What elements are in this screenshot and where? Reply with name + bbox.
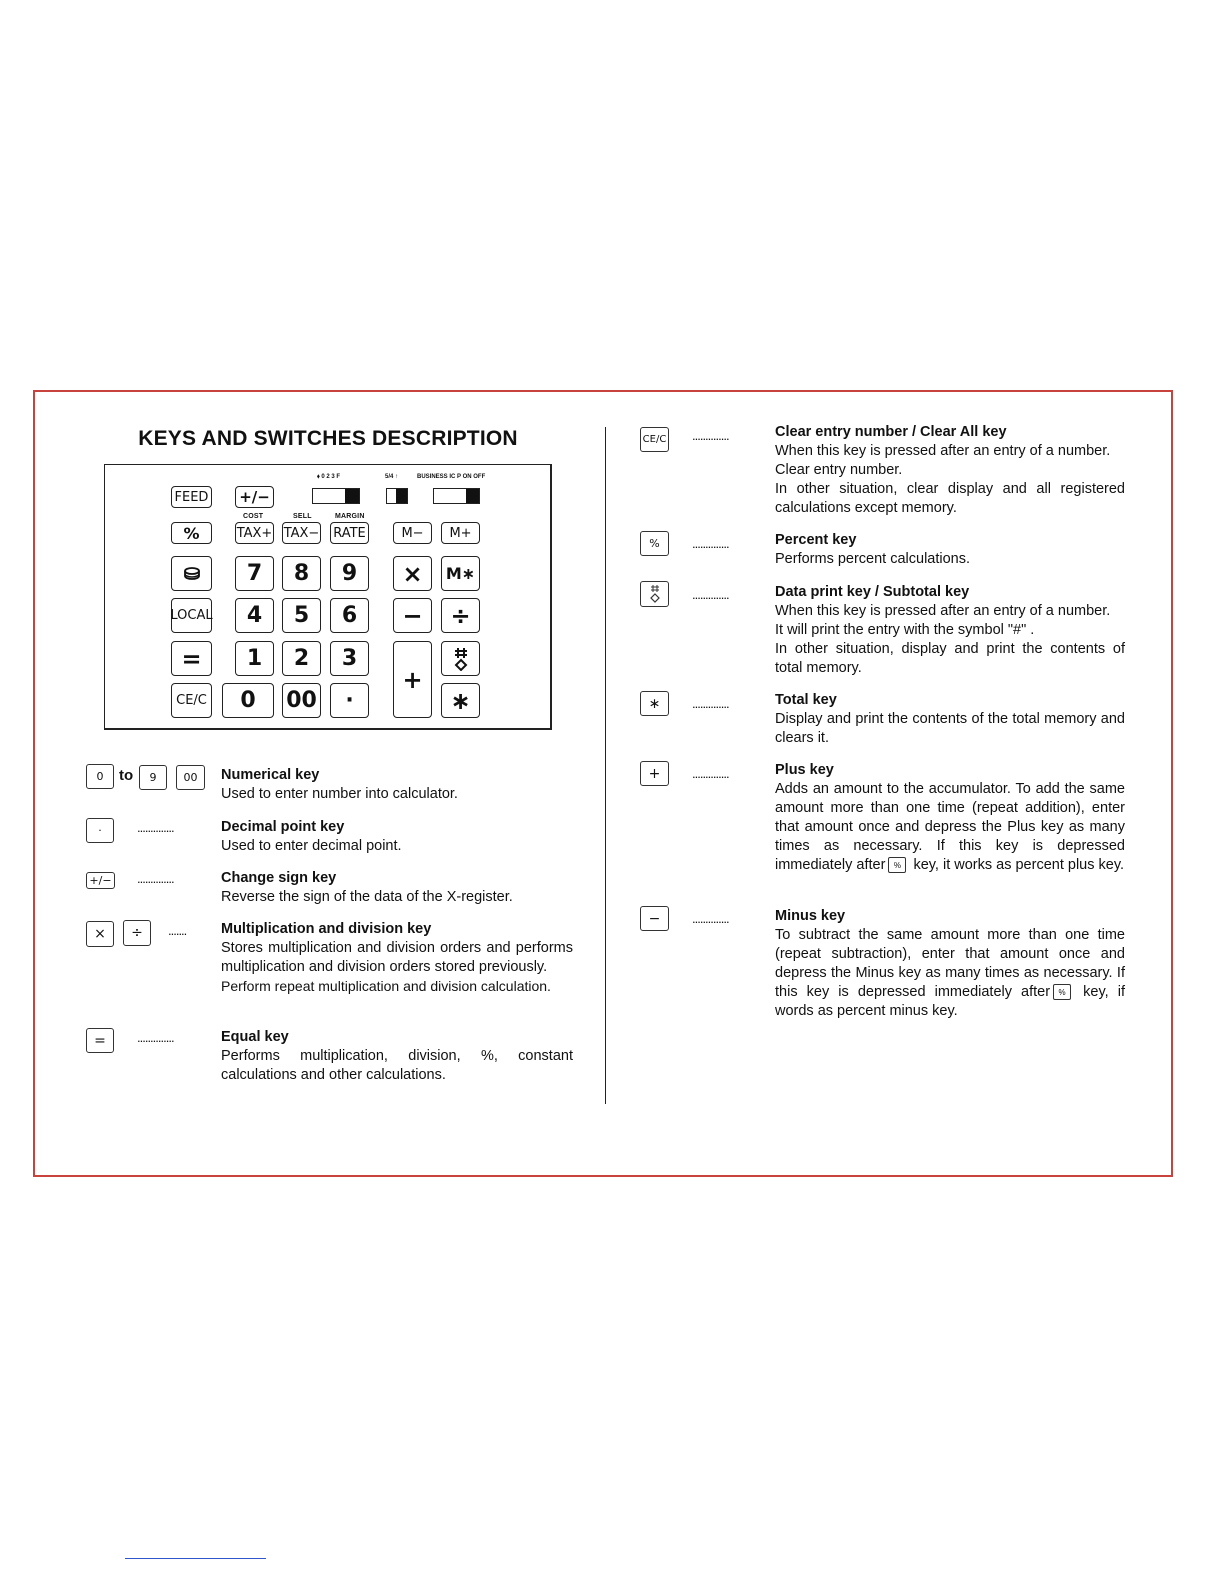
leader-dots: .............. <box>137 820 174 835</box>
plus-key-text-tail: key, it works as percent plus key. <box>913 857 1125 873</box>
key-icon-subtotal <box>640 581 669 607</box>
cost-label: COST <box>243 513 264 520</box>
leader-dots: .............. <box>692 536 729 551</box>
column-divider <box>605 427 606 1104</box>
leader-dots: .............. <box>692 428 729 443</box>
minus-key-title: Minus key <box>775 908 846 924</box>
muldiv-key-desc <box>221 920 573 996</box>
key-icon-total: ∗ <box>640 691 669 716</box>
key-icon-plus: + <box>640 761 669 786</box>
decimal-switch <box>312 488 360 504</box>
equal-key-text: Performs multiplication, division, %, constant calculations and other calculations. <box>221 1048 573 1083</box>
clear-key-text-2: Clear entry number. <box>775 462 903 478</box>
coin-key <box>171 556 212 591</box>
plus-key-desc <box>775 761 1125 875</box>
switch1-ticks: ⬧ 0 2 3 F <box>317 474 341 480</box>
key-icon-percent: % <box>640 531 669 556</box>
clear-key-title: Clear entry number / Clear All key <box>775 424 1007 440</box>
plus-key-text-main: Adds an amount to the accumulator. To add the same amount more than one time (repeat addition), enter that amount once and depress the Plus key as many times as necessary. If this key is depressed immediately after <box>775 781 1125 873</box>
leader-dots: .............. <box>137 1030 174 1045</box>
key-icon-divide: ÷ <box>123 920 151 946</box>
subtotal-key-desc <box>775 583 1125 678</box>
equal-key-title: Equal key <box>221 1029 289 1045</box>
sign-key: +/− <box>235 486 274 508</box>
page-title: KEYS AND SWITCHES DESCRIPTION <box>138 427 518 450</box>
key-4: 4 <box>235 598 274 633</box>
hash-diamond-icon <box>649 584 661 604</box>
key-1: 1 <box>235 641 274 676</box>
decimal-key-desc <box>221 818 573 856</box>
percent-key-text: Performs percent calculations. <box>775 551 971 567</box>
memory-minus-key: M− <box>393 522 432 544</box>
leader-dots: .............. <box>692 911 729 926</box>
leader-dots: .............. <box>692 696 729 711</box>
tax-plus-key: TAX+ <box>235 522 274 544</box>
minus-key-text <box>775 926 1125 1021</box>
mode-switch <box>433 488 480 504</box>
minus-key-desc <box>775 907 1125 1021</box>
muldiv-key-text-2: Perform repeat multiplication and division calculation. <box>221 978 551 994</box>
percent-key-title: Percent key <box>775 532 857 548</box>
key-icon-minus: − <box>640 906 669 931</box>
tax-minus-key: TAX− <box>282 522 321 544</box>
total-key-text: Display and print the contents of the total memory and clears it. <box>775 711 1125 746</box>
clear-key-text-3: In other situation, clear display and all registered calculations except memory. <box>775 481 1125 516</box>
muldiv-key-title: Multiplication and division key <box>221 921 432 937</box>
keyboard-diagram <box>104 464 552 730</box>
key-icon-00: 00 <box>176 765 205 790</box>
numerical-key-title: Numerical key <box>221 767 320 783</box>
rate-key: RATE <box>330 522 369 544</box>
local-key: LOCAL <box>171 598 212 633</box>
key-00: 00 <box>282 683 321 718</box>
plus-key: + <box>393 641 432 718</box>
inline-percent-key-icon: % <box>888 857 906 873</box>
plus-key-title: Plus key <box>775 762 834 778</box>
percent-key: % <box>171 522 212 544</box>
clear-key-text: When this key is pressed after an entry of a number. <box>775 443 1111 459</box>
subtotal-key-title: Data print key / Subtotal key <box>775 584 970 600</box>
percent-key-desc <box>775 531 1125 569</box>
leader-dots: ....... <box>168 923 187 938</box>
decimal-key-text: Used to enter decimal point. <box>221 838 402 854</box>
equal-key: = <box>171 641 212 676</box>
rounding-switch <box>386 488 408 504</box>
hash-diamond-icon <box>453 647 469 671</box>
coin-stack-icon <box>183 567 201 581</box>
sell-label: SELL <box>293 513 312 520</box>
subtotal-key-text-3: In other situation, display and print the contents of total memory. <box>775 641 1125 676</box>
key-icon-0: 0 <box>86 764 114 789</box>
key-icon-decimal: · <box>86 818 114 843</box>
minus-key: − <box>393 598 432 633</box>
key-icon-times: × <box>86 921 114 947</box>
divide-key: ÷ <box>441 598 480 633</box>
key-icon-equal: = <box>86 1028 114 1053</box>
key-icon-sign: +/− <box>86 872 115 889</box>
to-word: to <box>119 767 134 784</box>
muldiv-key-text: Stores multiplication and division orders and performs multiplication and division orders stored previously. <box>221 940 573 975</box>
key-2: 2 <box>282 641 321 676</box>
inline-percent-key-icon: % <box>1053 984 1071 1000</box>
leader-dots: .............. <box>692 587 729 602</box>
clear-key-desc <box>775 423 1125 518</box>
key-decimal: · <box>330 683 369 718</box>
total-key: ∗ <box>441 683 480 718</box>
footer-rule <box>125 1558 266 1559</box>
subtotal-key-text: When this key is pressed after an entry of a number. <box>775 603 1111 619</box>
margin-label: MARGIN <box>335 513 365 520</box>
key-6: 6 <box>330 598 369 633</box>
key-9: 9 <box>330 556 369 591</box>
memory-total-key: M∗ <box>441 556 480 591</box>
numerical-key-text: Used to enter number into calculator. <box>221 786 458 802</box>
subtotal-key-text-2: It will print the entry with the symbol "#" . <box>775 622 1035 638</box>
sign-key-text: Reverse the sign of the data of the X-register. <box>221 889 513 905</box>
memory-plus-key: M+ <box>441 522 480 544</box>
clear-key: CE/C <box>171 683 212 718</box>
leader-dots: .............. <box>692 766 729 781</box>
sign-key-title: Change sign key <box>221 870 337 886</box>
subtotal-key <box>441 641 480 676</box>
minus-key-text-tail: key, if words as percent minus key. <box>775 984 1126 1019</box>
sign-key-desc <box>221 869 573 907</box>
total-key-desc <box>775 691 1125 748</box>
numerical-key-desc <box>221 766 573 804</box>
switch3-ticks: BUSINESS IC P ON OFF <box>417 474 486 480</box>
equal-key-desc <box>221 1028 573 1085</box>
key-8: 8 <box>282 556 321 591</box>
key-icon-clear: CE/C <box>640 427 669 452</box>
leader-dots: .............. <box>137 871 174 886</box>
key-7: 7 <box>235 556 274 591</box>
key-5: 5 <box>282 598 321 633</box>
minus-key-text-main: To subtract the same amount more than one time (repeat subtraction), enter that amount once and depress the Minus key as many times as necessary. If this key is depressed immediately after <box>775 927 1125 1000</box>
key-3: 3 <box>330 641 369 676</box>
key-0: 0 <box>222 683 274 718</box>
feed-key: FEED <box>171 486 212 508</box>
switch2-ticks: 5/4 ↑ <box>385 474 399 480</box>
decimal-key-title: Decimal point key <box>221 819 345 835</box>
key-icon-9: 9 <box>139 765 167 790</box>
times-key: × <box>393 556 432 591</box>
plus-key-text <box>775 780 1125 875</box>
total-key-title: Total key <box>775 692 837 708</box>
